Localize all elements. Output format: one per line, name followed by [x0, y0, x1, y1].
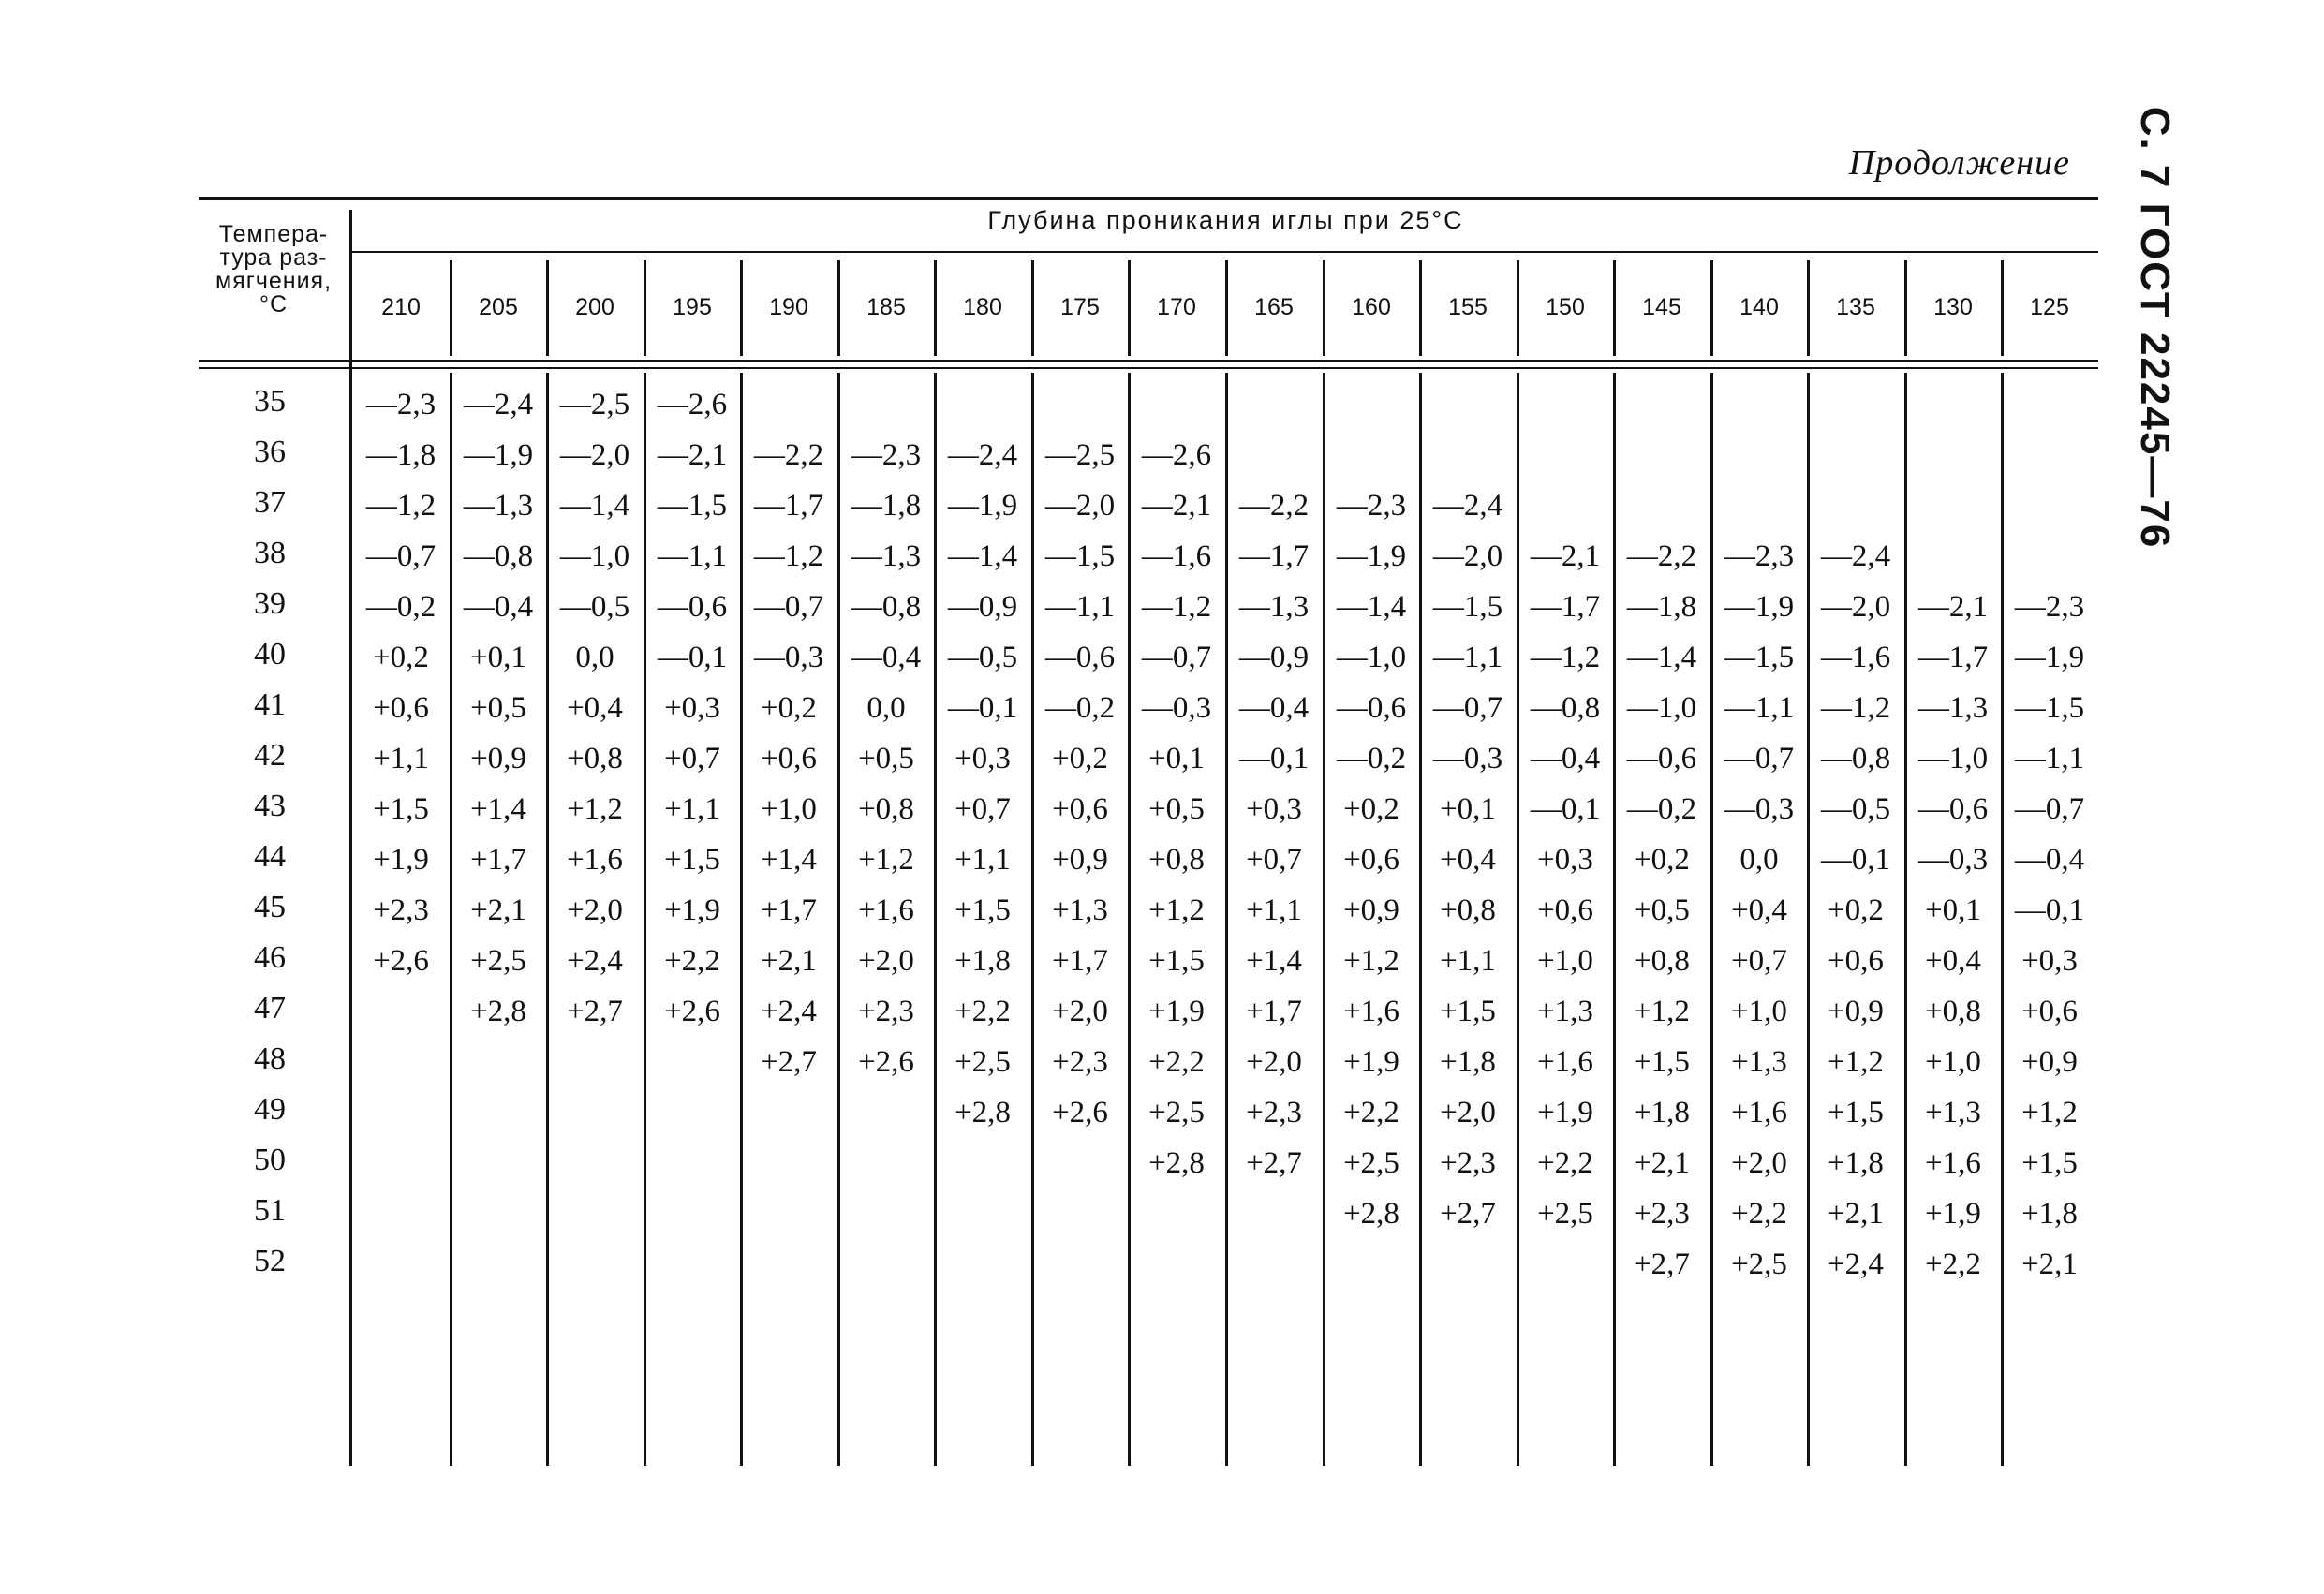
- table-cell: —0,1: [1530, 792, 1601, 826]
- row-temperature: 36: [254, 435, 286, 469]
- table-cell: —0,7: [1432, 691, 1503, 725]
- table-cell: +0,9: [2021, 1045, 2078, 1079]
- table-cell: +0,2: [373, 641, 429, 674]
- table-cell: +0,6: [1537, 893, 1593, 927]
- table-cell: +0,6: [1828, 944, 1884, 978]
- table-cell: +2,7: [1634, 1247, 1690, 1281]
- table-cell: +1,9: [1537, 1096, 1593, 1129]
- table-cell: +1,6: [1343, 995, 1399, 1028]
- table-cell: —1,3: [463, 489, 534, 523]
- table-cell: —0,6: [1917, 792, 1989, 826]
- table-cell: —0,2: [1044, 691, 1116, 725]
- table-cell: +0,1: [1925, 893, 1981, 927]
- table-cell: —1,4: [1336, 590, 1407, 624]
- column-header: 150: [1546, 294, 1585, 320]
- table-cell: —0,3: [753, 641, 824, 674]
- table-cell: +1,7: [470, 843, 526, 877]
- table-cell: +1,3: [1537, 995, 1593, 1028]
- table-cell: —0,4: [463, 590, 534, 624]
- table-cell: —2,3: [365, 388, 437, 421]
- table-cell: —1,1: [657, 539, 728, 573]
- table-cell: —0,4: [1238, 691, 1310, 725]
- table-cell: +0,2: [1052, 742, 1108, 775]
- table-cell: +1,0: [1731, 995, 1787, 1028]
- table-cell: +1,9: [1925, 1197, 1981, 1231]
- column-header: 205: [479, 294, 518, 320]
- table-cell: —1,9: [463, 438, 534, 472]
- table-cell: —0,1: [1820, 843, 1891, 877]
- table-cell: —2,0: [1044, 489, 1116, 523]
- table-cell: —0,1: [947, 691, 1018, 725]
- table-cell: —1,1: [2014, 742, 2085, 775]
- row-temperature: 52: [254, 1244, 286, 1278]
- table-cell: —0,5: [1820, 792, 1891, 826]
- table-cell: +2,7: [1440, 1197, 1496, 1231]
- row-temperature: 44: [254, 839, 286, 874]
- column-header: 165: [1254, 294, 1294, 320]
- table-cell: +2,5: [1731, 1247, 1787, 1281]
- table-cell: +1,5: [955, 893, 1011, 927]
- table-cell: +0,8: [1148, 843, 1205, 877]
- table-cell: +0,4: [1731, 893, 1787, 927]
- span-header-rule: [352, 251, 2098, 253]
- table-cell: +0,8: [567, 742, 623, 775]
- table-cell: +0,7: [664, 742, 720, 775]
- table-cell: —1,4: [559, 489, 630, 523]
- table-cell: —1,9: [2014, 641, 2085, 674]
- row-temperature: 39: [254, 586, 286, 621]
- table-cell: —2,4: [1432, 489, 1503, 523]
- table-cell: +1,1: [373, 742, 429, 775]
- table-cell: —1,5: [2014, 691, 2085, 725]
- table-cell: +2,4: [761, 995, 817, 1028]
- table-cell: +1,7: [1052, 944, 1108, 978]
- row-temperature: 40: [254, 637, 286, 672]
- table-cell: —1,7: [753, 489, 824, 523]
- table-cell: +0,2: [1343, 792, 1399, 826]
- table-cell: +1,0: [1537, 944, 1593, 978]
- table-cell: —0,9: [1238, 641, 1310, 674]
- table-cell: +1,9: [1343, 1045, 1399, 1079]
- table-cell: +2,4: [1828, 1247, 1884, 1281]
- table-cell: +0,3: [955, 742, 1011, 775]
- table-cell: +0,4: [567, 691, 623, 725]
- table-cell: +2,3: [373, 893, 429, 927]
- column-header: 185: [866, 294, 906, 320]
- table-cell: +2,4: [567, 944, 623, 978]
- table-cell: +1,3: [1731, 1045, 1787, 1079]
- table-cell: —2,1: [1141, 489, 1212, 523]
- table-cell: +1,1: [955, 843, 1011, 877]
- table-cell: —2,6: [1141, 438, 1212, 472]
- column-header: 175: [1060, 294, 1100, 320]
- table-cell: +2,6: [1052, 1096, 1108, 1129]
- table-cell: +0,8: [1634, 944, 1690, 978]
- table-cell: +1,7: [1246, 995, 1302, 1028]
- row-temperature: 38: [254, 536, 286, 570]
- table-cell: +2,2: [955, 995, 1011, 1028]
- table-cell: —0,5: [947, 641, 1018, 674]
- table-cell: —1,3: [851, 539, 922, 573]
- table-cell: +0,3: [1246, 792, 1302, 826]
- table-cell: +0,3: [1537, 843, 1593, 877]
- table-cell: —2,2: [1626, 539, 1697, 573]
- table-cell: +0,8: [858, 792, 914, 826]
- table-cell: —1,6: [1820, 641, 1891, 674]
- row-temperature: 47: [254, 991, 286, 1026]
- table-cell: +1,4: [761, 843, 817, 877]
- table-cell: —1,2: [753, 539, 824, 573]
- table-cell: —2,1: [1530, 539, 1601, 573]
- table-cell: —1,6: [1141, 539, 1212, 573]
- column-header: 125: [2030, 294, 2069, 320]
- table-cell: —2,3: [1336, 489, 1407, 523]
- table-cell: —2,4: [463, 388, 534, 421]
- table-cell: +0,2: [1828, 893, 1884, 927]
- table-cell: —1,3: [1917, 691, 1989, 725]
- table-cell: +1,9: [373, 843, 429, 877]
- table-cell: +2,8: [1343, 1197, 1399, 1231]
- table-cell: —0,4: [2014, 843, 2085, 877]
- stub-header: [199, 223, 348, 317]
- table-cell: —2,3: [1724, 539, 1795, 573]
- table-cell: 0,0: [575, 641, 614, 674]
- table-cell: —2,4: [1820, 539, 1891, 573]
- table-cell: +0,1: [1148, 742, 1205, 775]
- table-cell: —1,2: [365, 489, 437, 523]
- table-cell: +1,6: [1925, 1146, 1981, 1180]
- table-cell: —0,8: [851, 590, 922, 624]
- table-cell: +2,2: [664, 944, 720, 978]
- table-cell: +0,5: [1148, 792, 1205, 826]
- table-cell: —0,8: [463, 539, 534, 573]
- table-cell: +2,5: [1537, 1197, 1593, 1231]
- table-cell: +0,2: [761, 691, 817, 725]
- table-cell: —1,7: [1238, 539, 1310, 573]
- table-cell: —0,8: [1820, 742, 1891, 775]
- table-cell: +0,9: [1343, 893, 1399, 927]
- table-cell: —0,3: [1432, 742, 1503, 775]
- table-cell: —1,8: [1626, 590, 1697, 624]
- table-cell: +2,2: [1731, 1197, 1787, 1231]
- table-cell: +1,9: [1148, 995, 1205, 1028]
- table-cell: +0,9: [1828, 995, 1884, 1028]
- table-cell: —1,5: [1724, 641, 1795, 674]
- table-cell: +2,3: [1246, 1096, 1302, 1129]
- table-cell: +0,6: [2021, 995, 2078, 1028]
- table-cell: +1,9: [664, 893, 720, 927]
- table-cell: +2,3: [1440, 1146, 1496, 1180]
- table-cell: —0,7: [365, 539, 437, 573]
- table-cell: +0,8: [1925, 995, 1981, 1028]
- table-cell: —2,4: [947, 438, 1018, 472]
- table-cell: +1,1: [1246, 893, 1302, 927]
- table-cell: +0,5: [858, 742, 914, 775]
- table-cell: —0,7: [1724, 742, 1795, 775]
- table-cell: —0,4: [851, 641, 922, 674]
- table-cell: —0,1: [2014, 893, 2085, 927]
- table-cell: +2,2: [1343, 1096, 1399, 1129]
- table-cell: —2,2: [753, 438, 824, 472]
- row-temperature: 51: [254, 1193, 286, 1228]
- table-cell: —0,3: [1917, 843, 1989, 877]
- table-cell: +0,9: [1052, 843, 1108, 877]
- table-cell: —0,3: [1141, 691, 1212, 725]
- table-cell: +0,9: [470, 742, 526, 775]
- table-cell: +0,2: [1634, 843, 1690, 877]
- table-cell: +2,1: [2021, 1247, 2078, 1281]
- table-cell: +0,1: [1440, 792, 1496, 826]
- row-temperature: 35: [254, 384, 286, 419]
- table-cell: —0,1: [1238, 742, 1310, 775]
- table-cell: +1,8: [2021, 1197, 2078, 1231]
- table-cell: +1,8: [955, 944, 1011, 978]
- table-cell: +2,6: [373, 944, 429, 978]
- column-header: 135: [1836, 294, 1875, 320]
- table-cell: —1,1: [1724, 691, 1795, 725]
- table-cell: +2,8: [470, 995, 526, 1028]
- table-cell: +2,3: [1052, 1045, 1108, 1079]
- row-temperature: 46: [254, 940, 286, 975]
- table-cell: —1,2: [1820, 691, 1891, 725]
- table-cell: +0,7: [955, 792, 1011, 826]
- row-temperature: 37: [254, 485, 286, 520]
- table-cell: —1,9: [1336, 539, 1407, 573]
- table-cell: —1,5: [657, 489, 728, 523]
- table-cell: +2,3: [858, 995, 914, 1028]
- header-bottom-rule: [199, 360, 2098, 362]
- table-cell: —1,9: [947, 489, 1018, 523]
- row-temperature: 48: [254, 1041, 286, 1076]
- table-cell: +2,5: [470, 944, 526, 978]
- table-cell: +2,6: [858, 1045, 914, 1079]
- table-cell: +1,0: [1925, 1045, 1981, 1079]
- table-cell: +2,5: [1148, 1096, 1205, 1129]
- table-cell: +0,6: [1052, 792, 1108, 826]
- table-cell: +1,5: [2021, 1146, 2078, 1180]
- table-cell: —1,8: [851, 489, 922, 523]
- table-cell: +1,2: [1148, 893, 1205, 927]
- table-cell: —1,9: [1724, 590, 1795, 624]
- table-cell: +2,8: [1148, 1146, 1205, 1180]
- table-cell: 0,0: [1739, 843, 1779, 877]
- table-cell: +1,2: [1343, 944, 1399, 978]
- table-cell: +2,6: [664, 995, 720, 1028]
- table-cell: +1,3: [1052, 893, 1108, 927]
- row-temperature: 41: [254, 687, 286, 722]
- table-cell: —0,3: [1724, 792, 1795, 826]
- table-cell: —0,9: [947, 590, 1018, 624]
- table-cell: —0,6: [657, 590, 728, 624]
- table-cell: +0,6: [1343, 843, 1399, 877]
- table-cell: —0,2: [1336, 742, 1407, 775]
- table-cell: +0,5: [1634, 893, 1690, 927]
- table-cell: +1,5: [1440, 995, 1496, 1028]
- table-cell: +1,3: [1925, 1096, 1981, 1129]
- table-cell: +1,5: [1148, 944, 1205, 978]
- table-cell: —0,5: [559, 590, 630, 624]
- table-cell: —0,6: [1336, 691, 1407, 725]
- table-cell: +2,0: [567, 893, 623, 927]
- table-cell: +0,7: [1246, 843, 1302, 877]
- stub-header-line: мягчения,: [215, 268, 333, 294]
- table-cell: —2,5: [559, 388, 630, 421]
- stub-header-line: Темпера-: [218, 221, 329, 247]
- table-cell: —2,2: [1238, 489, 1310, 523]
- table-cell: —0,2: [1626, 792, 1697, 826]
- table-cell: +1,6: [858, 893, 914, 927]
- table-cell: +1,6: [567, 843, 623, 877]
- table-cell: +1,7: [761, 893, 817, 927]
- table-cell: —2,0: [1432, 539, 1503, 573]
- table-cell: +1,6: [1537, 1045, 1593, 1079]
- table-cell: +0,8: [1440, 893, 1496, 927]
- table-cell: +0,4: [1925, 944, 1981, 978]
- table-cell: +0,4: [1440, 843, 1496, 877]
- column-header: 180: [963, 294, 1002, 320]
- column-header: 140: [1739, 294, 1779, 320]
- table-cell: +1,2: [1828, 1045, 1884, 1079]
- table-cell: —1,0: [1917, 742, 1989, 775]
- table-cell: +0,3: [664, 691, 720, 725]
- table-cell: +0,7: [1731, 944, 1787, 978]
- header-bottom-rule: [199, 367, 2098, 369]
- table-cell: +2,0: [858, 944, 914, 978]
- table-cell: +1,2: [567, 792, 623, 826]
- table-cell: —2,1: [657, 438, 728, 472]
- table-cell: +2,7: [1246, 1146, 1302, 1180]
- table-cell: +2,5: [1343, 1146, 1399, 1180]
- column-header: 170: [1157, 294, 1196, 320]
- table-cell: +1,5: [1828, 1096, 1884, 1129]
- table-cell: +2,2: [1537, 1146, 1593, 1180]
- table-cell: —2,0: [1820, 590, 1891, 624]
- column-header: 190: [769, 294, 808, 320]
- table-cell: —1,7: [1917, 641, 1989, 674]
- table-cell: —1,7: [1530, 590, 1601, 624]
- column-header: 210: [381, 294, 421, 320]
- table-cell: —0,7: [753, 590, 824, 624]
- row-temperature: 50: [254, 1143, 286, 1177]
- table-cell: —2,3: [851, 438, 922, 472]
- table-cell: +0,5: [470, 691, 526, 725]
- side-title-text: С. 7 ГОСТ 22245—76: [2132, 106, 2178, 550]
- table-cell: +2,7: [567, 995, 623, 1028]
- table-cell: +2,1: [761, 944, 817, 978]
- table-cell: +1,4: [470, 792, 526, 826]
- table-cell: +1,5: [664, 843, 720, 877]
- table-cell: +1,2: [858, 843, 914, 877]
- table-cell: +2,2: [1148, 1045, 1205, 1079]
- column-header: 155: [1448, 294, 1488, 320]
- table-cell: —1,8: [365, 438, 437, 472]
- table-cell: +1,6: [1731, 1096, 1787, 1129]
- table-cell: +1,5: [1634, 1045, 1690, 1079]
- table-cell: +1,5: [373, 792, 429, 826]
- table-cell: —0,6: [1044, 641, 1116, 674]
- table-cell: —1,0: [1626, 691, 1697, 725]
- table-cell: —1,2: [1141, 590, 1212, 624]
- table-top-rule: [199, 197, 2098, 200]
- row-temperature: 42: [254, 738, 286, 773]
- row-temperature: 43: [254, 789, 286, 823]
- table-cell: +2,0: [1731, 1146, 1787, 1180]
- table-cell: +0,3: [2021, 944, 2078, 978]
- table-cell: +1,4: [1246, 944, 1302, 978]
- table-cell: +1,1: [1440, 944, 1496, 978]
- table-cell: +2,1: [470, 893, 526, 927]
- table-cell: —0,2: [365, 590, 437, 624]
- table-cell: —1,0: [559, 539, 630, 573]
- table-cell: —1,2: [1530, 641, 1601, 674]
- table-cell: —1,4: [1626, 641, 1697, 674]
- table-cell: +1,2: [1634, 995, 1690, 1028]
- stub-header-line: тура раз-: [219, 244, 328, 271]
- continuation-label: Продолжение: [1848, 143, 2070, 183]
- table-cell: +1,8: [1634, 1096, 1690, 1129]
- table-cell: +0,1: [470, 641, 526, 674]
- table-cell: —2,5: [1044, 438, 1116, 472]
- table-cell: —1,1: [1044, 590, 1116, 624]
- column-header: 200: [575, 294, 614, 320]
- table-cell: +2,1: [1634, 1146, 1690, 1180]
- table-cell: —0,7: [1141, 641, 1212, 674]
- table-cell: —0,1: [657, 641, 728, 674]
- table-cell: —0,8: [1530, 691, 1601, 725]
- table-cell: +1,0: [761, 792, 817, 826]
- span-header: Глубина проникания иглы при 25°С: [987, 206, 1464, 234]
- table-cell: +2,0: [1246, 1045, 1302, 1079]
- table-cell: +1,1: [664, 792, 720, 826]
- row-temperature: 49: [254, 1092, 286, 1127]
- column-header: 160: [1352, 294, 1391, 320]
- stub-header-line: °С: [259, 291, 289, 317]
- table-cell: —2,1: [1917, 590, 1989, 624]
- table-cell: —1,5: [1044, 539, 1116, 573]
- table-cell: +2,1: [1828, 1197, 1884, 1231]
- table-cell: +2,5: [955, 1045, 1011, 1079]
- column-header: 145: [1642, 294, 1681, 320]
- table-cell: —1,0: [1336, 641, 1407, 674]
- row-temperature: 45: [254, 890, 286, 924]
- table-cell: —1,4: [947, 539, 1018, 573]
- table-cell: +2,2: [1925, 1247, 1981, 1281]
- table-cell: +2,0: [1052, 995, 1108, 1028]
- table-cell: +2,0: [1440, 1096, 1496, 1129]
- column-header: 195: [673, 294, 712, 320]
- table-cell: +1,8: [1440, 1045, 1496, 1079]
- table-cell: +0,6: [761, 742, 817, 775]
- table-cell: —1,3: [1238, 590, 1310, 624]
- table-cell: —1,5: [1432, 590, 1503, 624]
- column-header: 130: [1933, 294, 1973, 320]
- table-cell: 0,0: [866, 691, 906, 725]
- table-cell: +1,2: [2021, 1096, 2078, 1129]
- table-cell: —0,6: [1626, 742, 1697, 775]
- table-cell: —1,1: [1432, 641, 1503, 674]
- table-cell: +2,3: [1634, 1197, 1690, 1231]
- table-cell: —0,7: [2014, 792, 2085, 826]
- table-cell: +0,6: [373, 691, 429, 725]
- table-cell: +2,8: [955, 1096, 1011, 1129]
- table-cell: —2,6: [657, 388, 728, 421]
- table-cell: —2,3: [2014, 590, 2085, 624]
- table-cell: —2,0: [559, 438, 630, 472]
- table-cell: —0,4: [1530, 742, 1601, 775]
- table-cell: +1,8: [1828, 1146, 1884, 1180]
- table-cell: +2,7: [761, 1045, 817, 1079]
